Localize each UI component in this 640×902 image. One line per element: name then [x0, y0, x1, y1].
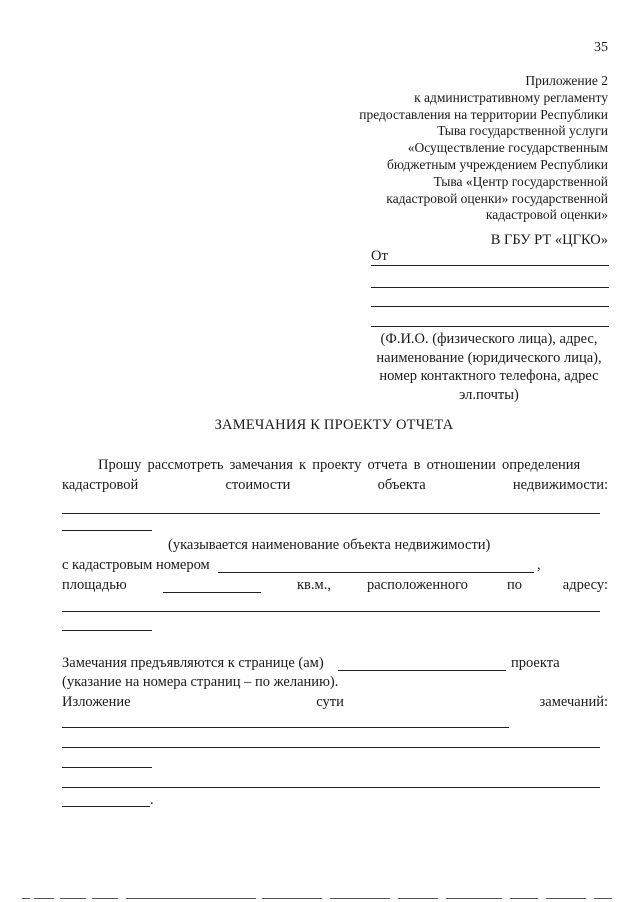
appendix-line: Тыва государственной услуги: [437, 123, 608, 139]
appendix-line: кадастровой оценки» государственной: [386, 190, 608, 206]
scan-mark: [510, 898, 538, 899]
appendix-header: [308, 73, 608, 224]
scan-mark: [546, 898, 586, 899]
essence-line: Изложение сути замечаний:: [62, 694, 608, 710]
scan-mark: [34, 898, 54, 899]
remarks-line-5[interactable]: [62, 806, 150, 807]
from-line-3[interactable]: [371, 306, 609, 307]
remarks-line-1[interactable]: [62, 727, 509, 728]
scan-mark: [446, 898, 502, 899]
from-line-4[interactable]: [371, 326, 609, 327]
appendix-line: бюджетным учреждением Республики: [387, 156, 608, 172]
pages-field[interactable]: [338, 670, 506, 671]
cadastral-number-field[interactable]: [218, 572, 534, 573]
from-label: От: [371, 248, 388, 264]
scan-mark: [22, 898, 30, 899]
appendix-line: предоставления на территории Республики: [359, 106, 608, 122]
scan-mark: [594, 898, 612, 899]
appendix-line: кадастровой оценки»: [485, 207, 608, 223]
cadastral-label: с кадастровым номером: [62, 557, 210, 573]
scan-mark: [398, 898, 438, 899]
cadastral-comma: ,: [537, 557, 541, 573]
address-line-1[interactable]: [62, 611, 600, 612]
address-line-2[interactable]: [62, 630, 152, 631]
from-line-2[interactable]: [371, 287, 609, 288]
area-field[interactable]: [163, 592, 261, 593]
pages-suffix: проекта: [511, 655, 560, 671]
object-line-1[interactable]: [62, 513, 600, 514]
remarks-line-4[interactable]: [62, 787, 600, 788]
remarks-line-3[interactable]: [62, 767, 152, 768]
intro-line: Прошу рассмотреть замечания к проекту отчета в отношении определения: [98, 457, 581, 473]
scan-mark: [60, 898, 86, 899]
from-line-1[interactable]: [371, 265, 609, 266]
appendix-line: «Осуществление государственным: [407, 140, 608, 156]
appendix-line: Приложение 2: [525, 73, 608, 88]
scan-mark: [330, 898, 390, 899]
addressee-caption: (Ф.И.О. (физического лица), адрес, наименование (юридического лица), номер контактного телефона, адрес эл.почты): [376, 331, 602, 403]
appendix-line: Тыва «Центр государственной: [433, 173, 608, 189]
intro-line-2: кадастровой стоимости объекта недвижимости:: [62, 477, 608, 493]
remarks-line-2[interactable]: [62, 747, 600, 748]
scan-mark: [126, 898, 256, 899]
appendix-line: к административному регламенту: [414, 89, 608, 105]
pages-hint: (указание на номера страниц – по желанию).: [62, 674, 339, 690]
final-dot: .: [150, 792, 154, 808]
object-line-2[interactable]: [62, 530, 152, 531]
page-number: 35: [594, 40, 608, 55]
pages-label: Замечания предъявляются к странице (ам): [62, 655, 324, 671]
scan-mark: [262, 898, 322, 899]
document-title: ЗАМЕЧАНИЯ К ПРОЕКТУ ОТЧЕТА: [214, 417, 454, 433]
area-line: площадью кв.м., расположенного по адресу:: [62, 577, 608, 593]
addressee-to: В ГБУ РТ «ЦГКО»: [490, 232, 608, 248]
scan-mark: [92, 898, 118, 899]
object-hint: (указывается наименование объекта недвижимости): [168, 537, 491, 553]
